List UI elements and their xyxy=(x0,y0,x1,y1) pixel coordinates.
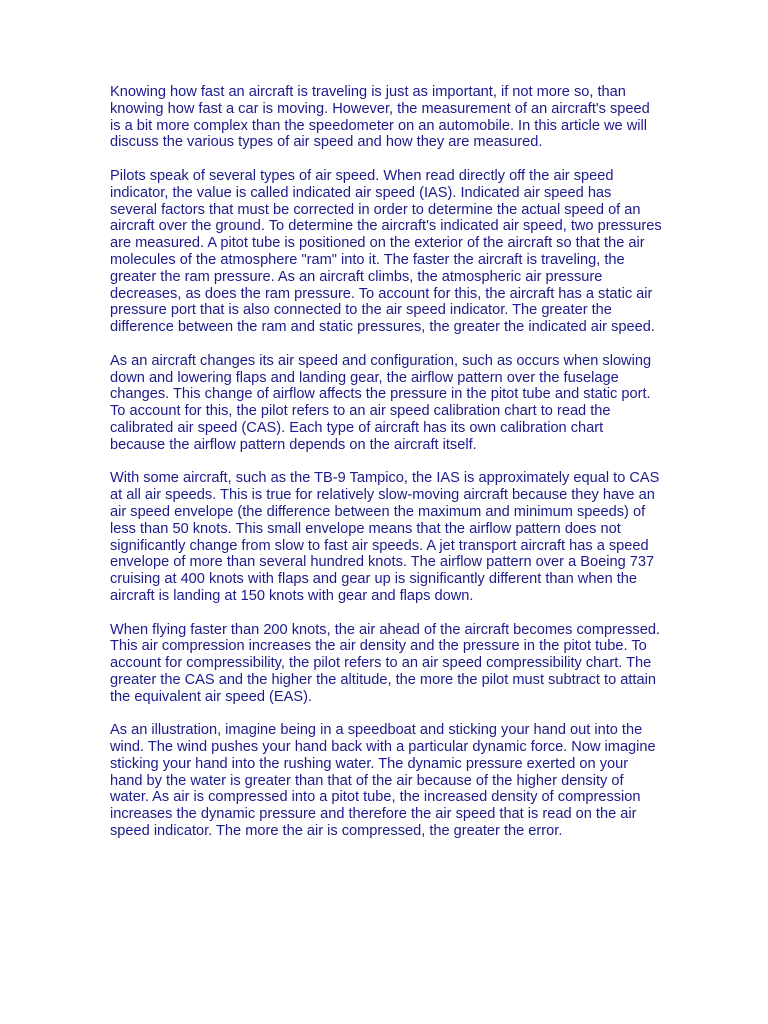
paragraph-intro: Knowing how fast an aircraft is traveling is just as important, if not more so, than knowing how fast a car is moving. However, the measurement of an aircraft's speed is a bit more complex than the speedometer on an automobile. In this article we will discuss the various types of air speed and how they are measured. xyxy=(110,84,650,151)
paragraph-speed-envelope: With some aircraft, such as the TB-9 Tampico, the IAS is approximately equal to CAS at all air speeds. This is true for relatively slow-moving aircraft because they have an air speed envelope (the difference between the maximum and minimum speeds) of less than 50 knots. This small envelope means that the airflow pattern does not significantly change from slow to fast air speeds. A jet transport aircraft has a speed envelope of more than several hundred knots. The airflow pattern over a Boeing 737 cruising at 400 knots with flaps and gear up is significantly different than when the aircraft is landing at 150 knots with gear and flaps down. xyxy=(110,470,660,604)
document-page xyxy=(110,84,662,857)
paragraph-compressibility: When flying faster than 200 knots, the air ahead of the aircraft becomes compressed. This air compression increases the air density and the pressure in the pitot tube. To account for compressibility, the pilot refers to an air speed compressibility chart. The greater the CAS and the higher the altitude, the more the pilot must subtract to attain the equivalent air speed (EAS). xyxy=(110,621,660,705)
paragraph-calibrated-air-speed: As an aircraft changes its air speed and configuration, such as occurs when slowing down and lowering flaps and landing gear, the airflow pattern over the fuselage changes. This change of airflow affects the pressure in the pitot tube and static port. To account for this, the pilot refers to an air speed calibration chart to read the calibrated air speed (CAS). Each type of aircraft has its own calibration chart because the airflow pattern depends on the aircraft itself. xyxy=(110,352,652,453)
paragraph-indicated-air-speed: Pilots speak of several types of air speed. When read directly off the air speed indicator, the value is called indicated air speed (IAS). Indicated air speed has several factors that must be corrected in order to determine the actual speed of an aircraft over the ground. To determine the aircraft's indicated air speed, two pressures are measured. A pitot tube is positioned on the exterior of the aircraft so that the air molecules of the atmosphere "ram" into it. The faster the aircraft is traveling, the greater the ram pressure. As an aircraft climbs, the atmospheric air pressure decreases, as does the ram pressure. To account for this, the aircraft has a static air pressure port that is also connected to the air speed indicator. The greater the difference between the ram and static pressures, the greater the indicated air speed. xyxy=(110,167,662,336)
paragraph-illustration: As an illustration, imagine being in a speedboat and sticking your hand out into the wind. The wind pushes your hand back with a particular dynamic force. Now imagine sticking your hand into the rushing water. The dynamic pressure exerted on your hand by the water is greater than that of the air because of the higher density of water. As air is compressed into a pitot tube, the increased density of compression increases the dynamic pressure and therefore the air speed that is read on the air speed indicator. The more the air is compressed, the greater the error. xyxy=(110,722,656,840)
